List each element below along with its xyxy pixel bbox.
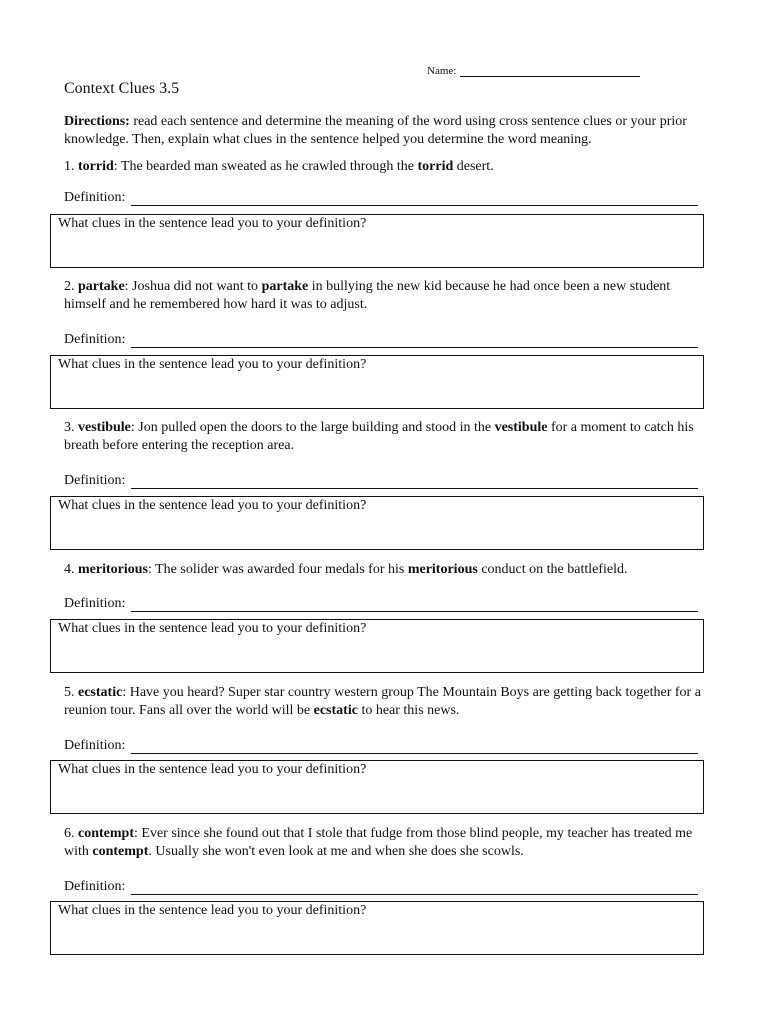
target-word: ecstatic [78,685,123,700]
clue-answer-box-1[interactable] [50,214,704,268]
sentence-before: : The bearded man sweated as he crawled through the [113,159,418,174]
target-word-inline: ecstatic [313,703,358,718]
sentence-before: : Ever since she found out that I stole that fudge from those blind people, my teacher has treated me with [64,826,693,859]
definition-label: Definition: [64,879,126,894]
target-word: torrid [78,159,114,174]
question-6 [64,825,714,861]
target-word-inline: partake [261,279,309,294]
question-number: 1. [64,159,75,174]
question-number: 5. [64,685,75,700]
target-word-inline: meritorious [407,562,478,577]
definition-blank[interactable] [131,880,698,895]
name-blank[interactable] [460,64,640,77]
sentence-after: . Usually she won't even look at me and when she does she scowls. [148,844,524,859]
definition-blank[interactable] [131,333,698,348]
question-5 [64,684,714,720]
definition-blank[interactable] [131,191,698,206]
definition-label: Definition: [64,596,126,611]
clue-prompt: What clues in the sentence lead you to your definition? [58,216,367,231]
sentence-after: to hear this news. [357,703,460,718]
question-1 [64,158,714,176]
target-word: vestibule [78,420,131,435]
clue-prompt: What clues in the sentence lead you to your definition? [58,498,367,513]
name-field-row [427,64,640,77]
definition-blank[interactable] [131,474,698,489]
question-3 [64,419,714,455]
sentence-before: : Have you heard? Super star country western group The Mountain Boys are getting back together for a reunion tour. Fans all over the world will be [64,685,701,718]
sentence-after: desert. [453,159,494,174]
directions [64,113,714,149]
clue-prompt: What clues in the sentence lead you to your definition? [58,903,367,918]
question-number: 4. [64,562,75,577]
definition-blank[interactable] [131,597,698,612]
directions-text: read each sentence and determine the meaning of the word using cross sentence clues or your prior knowledge. Then, explain what clues in the sentence helped you determine the word meaning. [64,114,687,147]
directions-label: Directions: [64,114,130,129]
clue-answer-box-2[interactable] [50,355,704,409]
target-word-inline: contempt [92,844,149,859]
target-word: contempt [78,826,134,841]
clue-prompt: What clues in the sentence lead you to your definition? [58,762,367,777]
target-word: partake [78,279,125,294]
definition-label: Definition: [64,473,126,488]
sentence-before: : The solider was awarded four medals for his [147,562,408,577]
definition-label: Definition: [64,190,126,205]
definition-row-3 [64,473,698,489]
definition-row-1 [64,190,698,206]
worksheet-title: Context Clues 3.5 [64,80,180,97]
definition-row-4 [64,596,698,612]
sentence-after: in bullying the new kid because he had once been a new student himself and he remembered how hard it was to adjust. [64,279,671,312]
question-2 [64,278,714,314]
sentence-before: : Jon pulled open the doors to the large building and stood in the [130,420,495,435]
sentence-before: : Joshua did not want to [124,279,262,294]
definition-row-6 [64,879,698,895]
clue-answer-box-6[interactable] [50,901,704,955]
target-word-inline: torrid [417,159,454,174]
definition-label: Definition: [64,738,126,753]
question-number: 6. [64,826,75,841]
clue-prompt: What clues in the sentence lead you to your definition? [58,621,367,636]
name-label: Name: [427,65,457,77]
target-word-inline: vestibule [494,420,548,435]
target-word: meritorious [78,562,148,577]
question-4 [64,561,714,579]
question-number: 3. [64,420,75,435]
clue-answer-box-5[interactable] [50,760,704,814]
definition-row-2 [64,332,698,348]
definition-row-5 [64,738,698,754]
sentence-after: conduct on the battlefield. [477,562,628,577]
clue-answer-box-4[interactable] [50,619,704,673]
definition-blank[interactable] [131,739,698,754]
clue-prompt: What clues in the sentence lead you to your definition? [58,357,367,372]
sentence-after: for a moment to catch his breath before entering the reception area. [64,420,694,453]
clue-answer-box-3[interactable] [50,496,704,550]
question-number: 2. [64,279,75,294]
definition-label: Definition: [64,332,126,347]
